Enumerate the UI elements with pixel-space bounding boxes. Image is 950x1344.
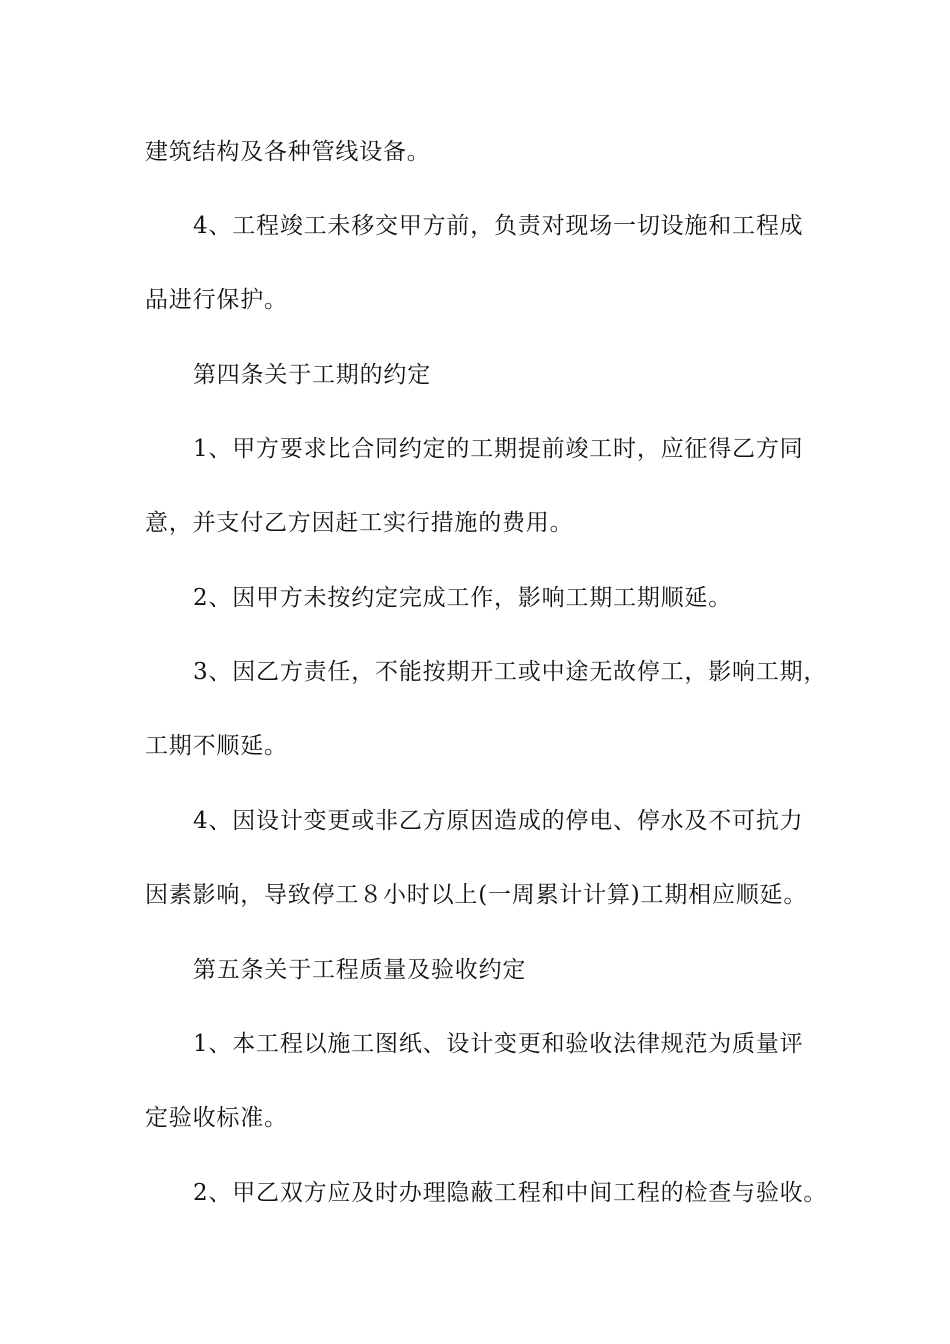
text-line: 3、因乙方责任，不能按期开工或中途无故停工，影响工期， [193,659,828,685]
text-line: 1、甲方要求比合同约定的工期提前竣工时，应征得乙方同 [193,436,804,462]
text-line: 4、因设计变更或非乙方原因造成的停电、停水及不可抗力 [193,808,804,834]
text-line: 因素影响，导致停工８小时以上(一周累计计算)工期相应顺延。 [145,882,808,908]
section-heading: 第四条关于工期的约定 [193,362,431,388]
text-line: 品进行保护。 [145,287,288,313]
section-heading: 第五条关于工程质量及验收约定 [193,957,527,983]
text-line: 工期不顺延。 [145,733,288,759]
text-line: 定验收标准。 [145,1105,288,1131]
text-line: 4、工程竣工未移交甲方前，负责对现场一切设施和工程成 [193,213,804,239]
text-line: 意，并支付乙方因赶工实行措施的费用。 [145,510,574,536]
text-line: 2、甲乙双方应及时办理隐蔽工程和中间工程的检查与验收。 [193,1180,828,1206]
text-line: 建筑结构及各种管线设备。 [145,139,431,165]
text-line: 2、因甲方未按约定完成工作，影响工期工期顺延。 [193,585,733,611]
text-line: 1、本工程以施工图纸、设计变更和验收法律规范为质量评 [193,1031,804,1057]
